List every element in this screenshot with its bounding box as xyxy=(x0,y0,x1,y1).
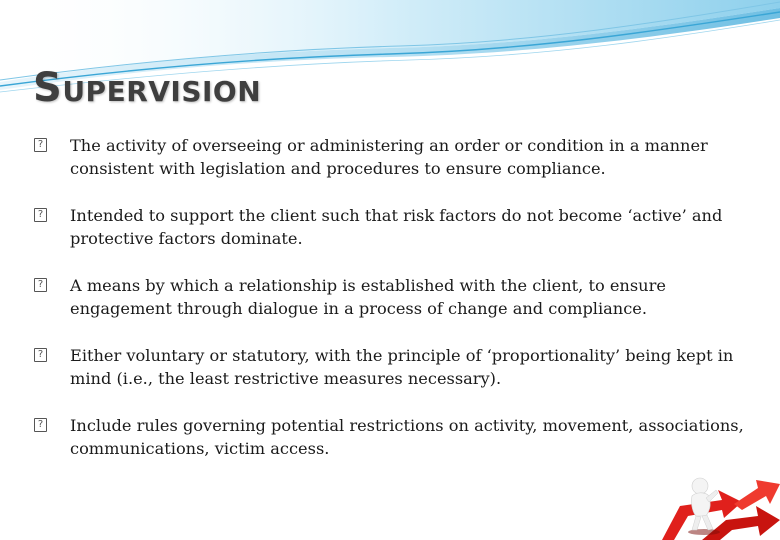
bullet-text: The activity of overseeing or administering an order or condition in a manner consistent with legislation and procedures to ensure compliance. xyxy=(70,136,708,178)
bullet-item xyxy=(34,414,759,460)
slide-title-rest: UPERVISION xyxy=(62,75,262,108)
slide-title-initial: S xyxy=(33,65,63,111)
bullet-item xyxy=(34,134,759,180)
person-head xyxy=(692,478,708,494)
missing-glyph-box-icon: ? xyxy=(34,138,47,152)
bullet-text: A means by which a relationship is established with the client, to ensure engagement through dialogue in a process of change and compliance. xyxy=(70,276,666,318)
red-arrow-up xyxy=(734,480,780,510)
bullet-list xyxy=(34,134,759,484)
bullet-text: Include rules governing potential restrictions on activity, movement, associations, communications, victim access. xyxy=(70,416,744,458)
bullet-text: Intended to support the client such that risk factors do not become ‘active’ and protective factors dominate. xyxy=(70,206,723,248)
missing-glyph-box-icon: ? xyxy=(34,418,47,432)
person-body xyxy=(691,493,710,516)
slide-title xyxy=(33,65,262,111)
missing-glyph-box-icon: ? xyxy=(34,348,47,362)
bullet-item xyxy=(34,344,759,390)
person-leg-right xyxy=(702,515,713,530)
bullet-text: Either voluntary or statutory, with the principle of ‘proportionality’ being kept in mind (i.e., the least restrictive measures necessary). xyxy=(70,346,734,388)
person-on-red-arrows-icon xyxy=(662,460,780,540)
bullet-item xyxy=(34,204,759,250)
person-leg-left xyxy=(692,516,701,530)
missing-glyph-box-icon: ? xyxy=(34,278,47,292)
missing-glyph-box-icon: ? xyxy=(34,208,47,222)
bullet-item xyxy=(34,274,759,320)
